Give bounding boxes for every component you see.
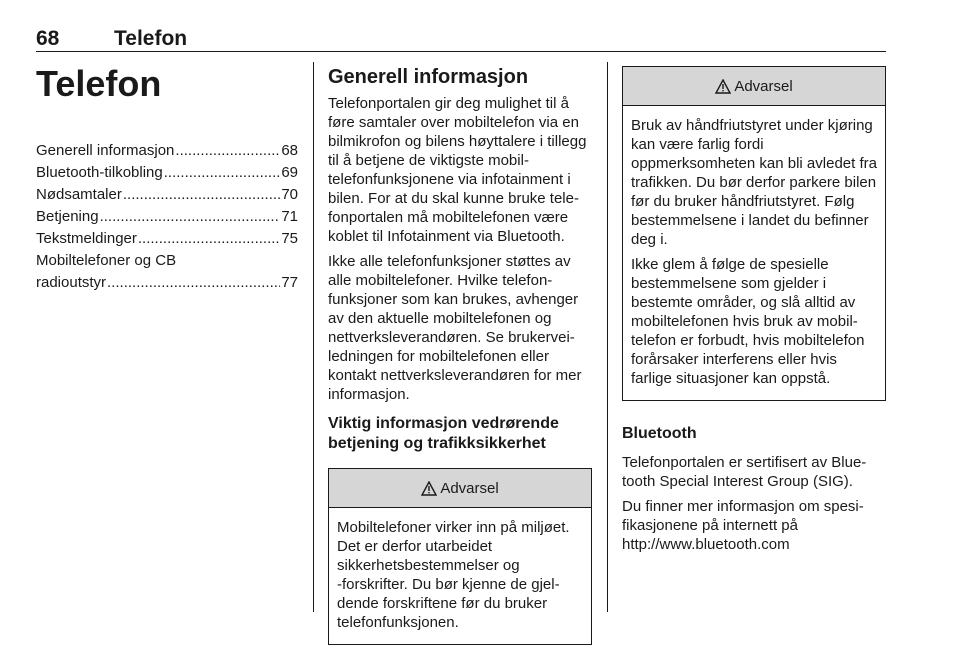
warning-triangle-icon: [715, 79, 731, 94]
running-title: Telefon: [114, 27, 188, 50]
warning-box: [622, 66, 886, 401]
toc-label: Bluetooth-tilkobling: [36, 164, 163, 181]
section-heading: Bluetooth: [622, 425, 697, 442]
toc-entry[interactable]: [36, 140, 298, 162]
toc-label: Nødsamtaler: [36, 186, 122, 203]
warning-header: [623, 67, 885, 106]
warning-header: [329, 469, 591, 508]
warning-triangle-icon: [421, 481, 437, 496]
toc-label: Tekstmeldinger: [36, 230, 137, 247]
content-column-right: [622, 64, 886, 560]
content-column-middle: [328, 64, 592, 645]
toc-label-line1: Mobiltelefoner og CB: [36, 252, 177, 269]
toc-page: 77: [281, 274, 298, 291]
warning-title: Advarsel: [440, 479, 499, 497]
paragraph: Telefonportalen gir deg mulighet til å føre samtaler over mobiltelefon via en bilmikrofon og bilens høyttalere i tillegg til å betjene de viktigste mobiltelefonfunksjonene via infotainment i bilen. For at du skal kunne bruke telefonportalen må mobiltelefonen være koblet til Infotainment via Bluetooth.: [328, 95, 587, 245]
toc-entry[interactable]: [36, 250, 298, 294]
warning-text: Bruk av håndfriutstyret under kjøring kan være farlig fordi oppmerksomheten kan bli avledet fra trafikken. Du bør derfor parkere bilen før du bruker håndfriutstyret. Følg bestemmelsene i landet du befinner deg i.: [631, 117, 877, 248]
toc-column: [36, 62, 298, 294]
toc-label: Betjening: [36, 208, 99, 225]
toc-page: 75: [281, 230, 298, 247]
table-of-contents: [36, 140, 298, 294]
paragraph: Du finner mer informasjon om spesifikasjonene på internett på http://www.bluetooth.com: [622, 498, 864, 553]
subheading: Viktig informasjon vedrørende betjening og trafikksikkerhet: [328, 415, 559, 452]
page-header: [36, 27, 886, 52]
toc-page: 70: [281, 186, 298, 203]
paragraph: Telefonportalen er sertifisert av Bluetooth Special Interest Group (SIG).: [622, 454, 867, 490]
toc-entry[interactable]: [36, 162, 298, 184]
toc-page: 69: [281, 164, 298, 181]
section-heading: Generell informasjon: [328, 66, 529, 88]
warning-text: Ikke glem å følge de spesielle bestemmelsene som gjelder i bestemte områder, og slå alltid av mobiltelefonen hvis bruk av mobiltelefon er forbudt, hvis mobiltelefon forårsaker interferens eller hvis farlige situasjoner kan oppstå.: [631, 256, 865, 387]
warning-title: Advarsel: [734, 77, 793, 95]
column-divider: [313, 62, 314, 612]
toc-entry[interactable]: [36, 228, 298, 250]
paragraph: Ikke alle telefonfunksjoner støttes av alle mobiltelefoner. Hvilke telefonfunksjoner som kan brukes, avhenger av den aktuelle mobiltelefonen og nettverksleverandøren. Se brukerveiledningen for mobiltelefonen eller kontakt nettverksleverandøren for mer informasjon.: [328, 253, 582, 403]
toc-page: 68: [281, 142, 298, 159]
column-divider: [607, 62, 608, 612]
toc-page: 71: [281, 208, 298, 225]
warning-body: [623, 106, 885, 400]
warning-body: [329, 508, 591, 644]
page-number: 68: [36, 27, 60, 50]
toc-label: Generell informasjon: [36, 142, 175, 159]
toc-entry[interactable]: [36, 206, 298, 228]
toc-entry[interactable]: [36, 184, 298, 206]
toc-label: radioutstyr: [36, 274, 107, 291]
chapter-title: Telefon: [36, 63, 162, 104]
warning-text: Mobiltelefoner virker inn på miljøet. Det er derfor utarbeidet sikkerhetsbestemmelser og ‑forskrifter. Du bør kjenne de gjeldende forskriftene før du bruker telefonfunksjonen.: [337, 519, 570, 631]
warning-box: [328, 468, 592, 645]
